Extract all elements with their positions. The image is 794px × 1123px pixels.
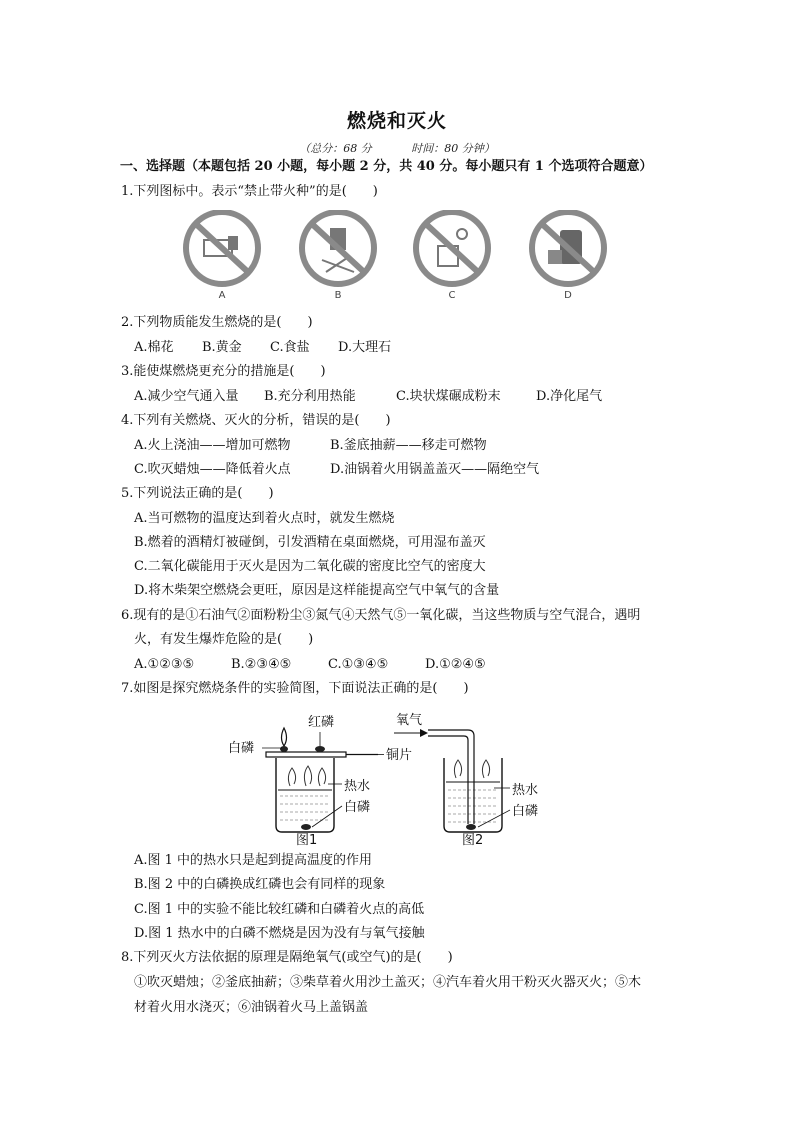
- q2-option-a: A.棉花: [134, 340, 174, 355]
- figure-2-apparatus: [394, 713, 538, 846]
- caption-figure-1: 图1: [296, 833, 318, 846]
- question-7-stem: 7.如图是探究燃烧条件的实验简图，下面说法正确的是( ): [121, 681, 469, 696]
- q6-option-b: B.②③④⑤: [231, 657, 292, 672]
- section-heading: 一、选择题（本题包括 20 小题，每小题 2 分，共 40 分。每小题只有 1 个选项符合题意）: [120, 159, 653, 174]
- label-hot-water-1: 热水: [344, 779, 371, 794]
- q7-option-b: B.图 2 中的白磷换成红磷也会有同样的现象: [134, 877, 386, 892]
- question-6-stem-line2: 火，有发生爆炸危险的是( ): [134, 632, 314, 647]
- question-4-stem: 4.下列有关燃烧、灭火的分析，错误的是( ): [121, 413, 391, 428]
- q1-sign-images: [170, 210, 630, 310]
- q6-option-c: C.①③④⑤: [328, 657, 389, 672]
- question-5-stem: 5.下列说法正确的是( ): [121, 486, 274, 501]
- label-red-phosphorus: 红磷: [308, 715, 335, 730]
- exam-info: [0, 140, 794, 156]
- q7-option-c: C.图 1 中的实验不能比较红磷和白磷着火点的高低: [134, 902, 425, 917]
- page-title: 燃烧和灭火: [346, 110, 447, 132]
- question-8-stem: 8.下列灭火方法依据的原理是隔绝氧气(或空气)的是( ): [121, 950, 453, 965]
- q4-option-b: B.釜底抽薪——移走可燃物: [330, 438, 487, 453]
- sign-label-c: C: [448, 290, 456, 301]
- no-fireworks-icon: [296, 210, 380, 294]
- total-score: （总分：68 分: [299, 142, 372, 155]
- combustion-experiment-diagram: [228, 706, 568, 846]
- label-white-phosphorus-1: 白磷: [344, 800, 371, 815]
- q8-choices-line2: 材着火用水浇灭；⑥油锅着火马上盖锅盖: [134, 1000, 369, 1015]
- q3-option-a: A.减少空气通入量: [134, 389, 239, 404]
- q4-option-a: A.火上浇油——增加可燃物: [134, 438, 291, 453]
- sign-label-b: B: [334, 290, 342, 301]
- q3-option-b: B.充分利用热能: [264, 389, 356, 404]
- q3-option-d: D.净化尾气: [536, 389, 603, 404]
- question-4-options-row1: [134, 438, 530, 454]
- no-flammable-barrel-icon: [526, 210, 610, 294]
- exam-time: 时间：80 分钟）: [411, 142, 495, 155]
- question-3-options: [134, 389, 626, 405]
- question-6-stem-line1: 6.现有的是①石油气②面粉粉尘③氮气④天然气⑤一氧化碳，当这些物质与空气混合，遇明: [121, 608, 641, 623]
- q7-option-a: A.图 1 中的热水只是起到提高温度的作用: [134, 853, 373, 868]
- q2-option-c: C.食盐: [270, 340, 310, 355]
- q6-option-a: A.①②③⑤: [134, 657, 195, 672]
- q5-option-a: A.当可燃物的温度达到着火点时，就发生燃烧: [134, 511, 395, 526]
- q6-option-d: D.①②④⑤: [425, 657, 486, 672]
- label-white-phosphorus-2: 白磷: [512, 804, 539, 819]
- sign-label-a: A: [218, 290, 226, 301]
- question-4-options-row2: [134, 462, 580, 478]
- question-1-stem: 1.下列图标中。表示“禁止带火种”的是( ): [121, 184, 378, 199]
- q7-option-d: D.图 1 热水中的白磷不燃烧是因为没有与氧气接触: [134, 926, 425, 941]
- q8-choices-line1: ①吹灭蜡烛；②釜底抽薪；③柴草着火用沙土盖灭；④汽车着火用干粉灭火器灭火；⑤木: [134, 975, 642, 990]
- figure-1-apparatus: [228, 714, 412, 846]
- no-smoking-icon: [410, 210, 494, 294]
- caption-figure-2: 图2: [462, 833, 484, 846]
- question-2-options: [134, 340, 418, 356]
- question-6-options: [134, 657, 522, 673]
- question-2-stem: 2.下列物质能发生燃烧的是( ): [121, 315, 313, 330]
- q5-option-c: C.二氧化碳能用于灭火是因为二氧化碳的密度比空气的密度大: [134, 559, 486, 574]
- label-oxygen: 氧气: [396, 713, 423, 728]
- q2-option-d: D.大理石: [338, 340, 392, 355]
- no-matches-icon: [180, 210, 264, 294]
- sign-label-d: D: [564, 290, 572, 301]
- q5-option-b: B.燃着的酒精灯被碰倒，引发酒精在桌面燃烧，可用湿布盖灭: [134, 535, 486, 550]
- q4-option-d: D.油锅着火用锅盖盖灭——隔绝空气: [330, 462, 540, 477]
- q2-option-b: B.黄金: [202, 340, 242, 355]
- q4-option-c: C.吹灭蜡烛——降低着火点: [134, 462, 291, 477]
- q5-option-d: D.将木柴架空燃烧会更旺，原因是这样能提高空气中氧气的含量: [134, 583, 500, 598]
- label-hot-water-2: 热水: [512, 783, 539, 798]
- label-copper-sheet: 铜片: [386, 748, 413, 763]
- label-white-phosphorus-top: 白磷: [228, 741, 255, 756]
- question-3-stem: 3.能使煤燃烧更充分的措施是( ): [121, 364, 326, 379]
- q3-option-c: C.块状煤碾成粉末: [396, 389, 501, 404]
